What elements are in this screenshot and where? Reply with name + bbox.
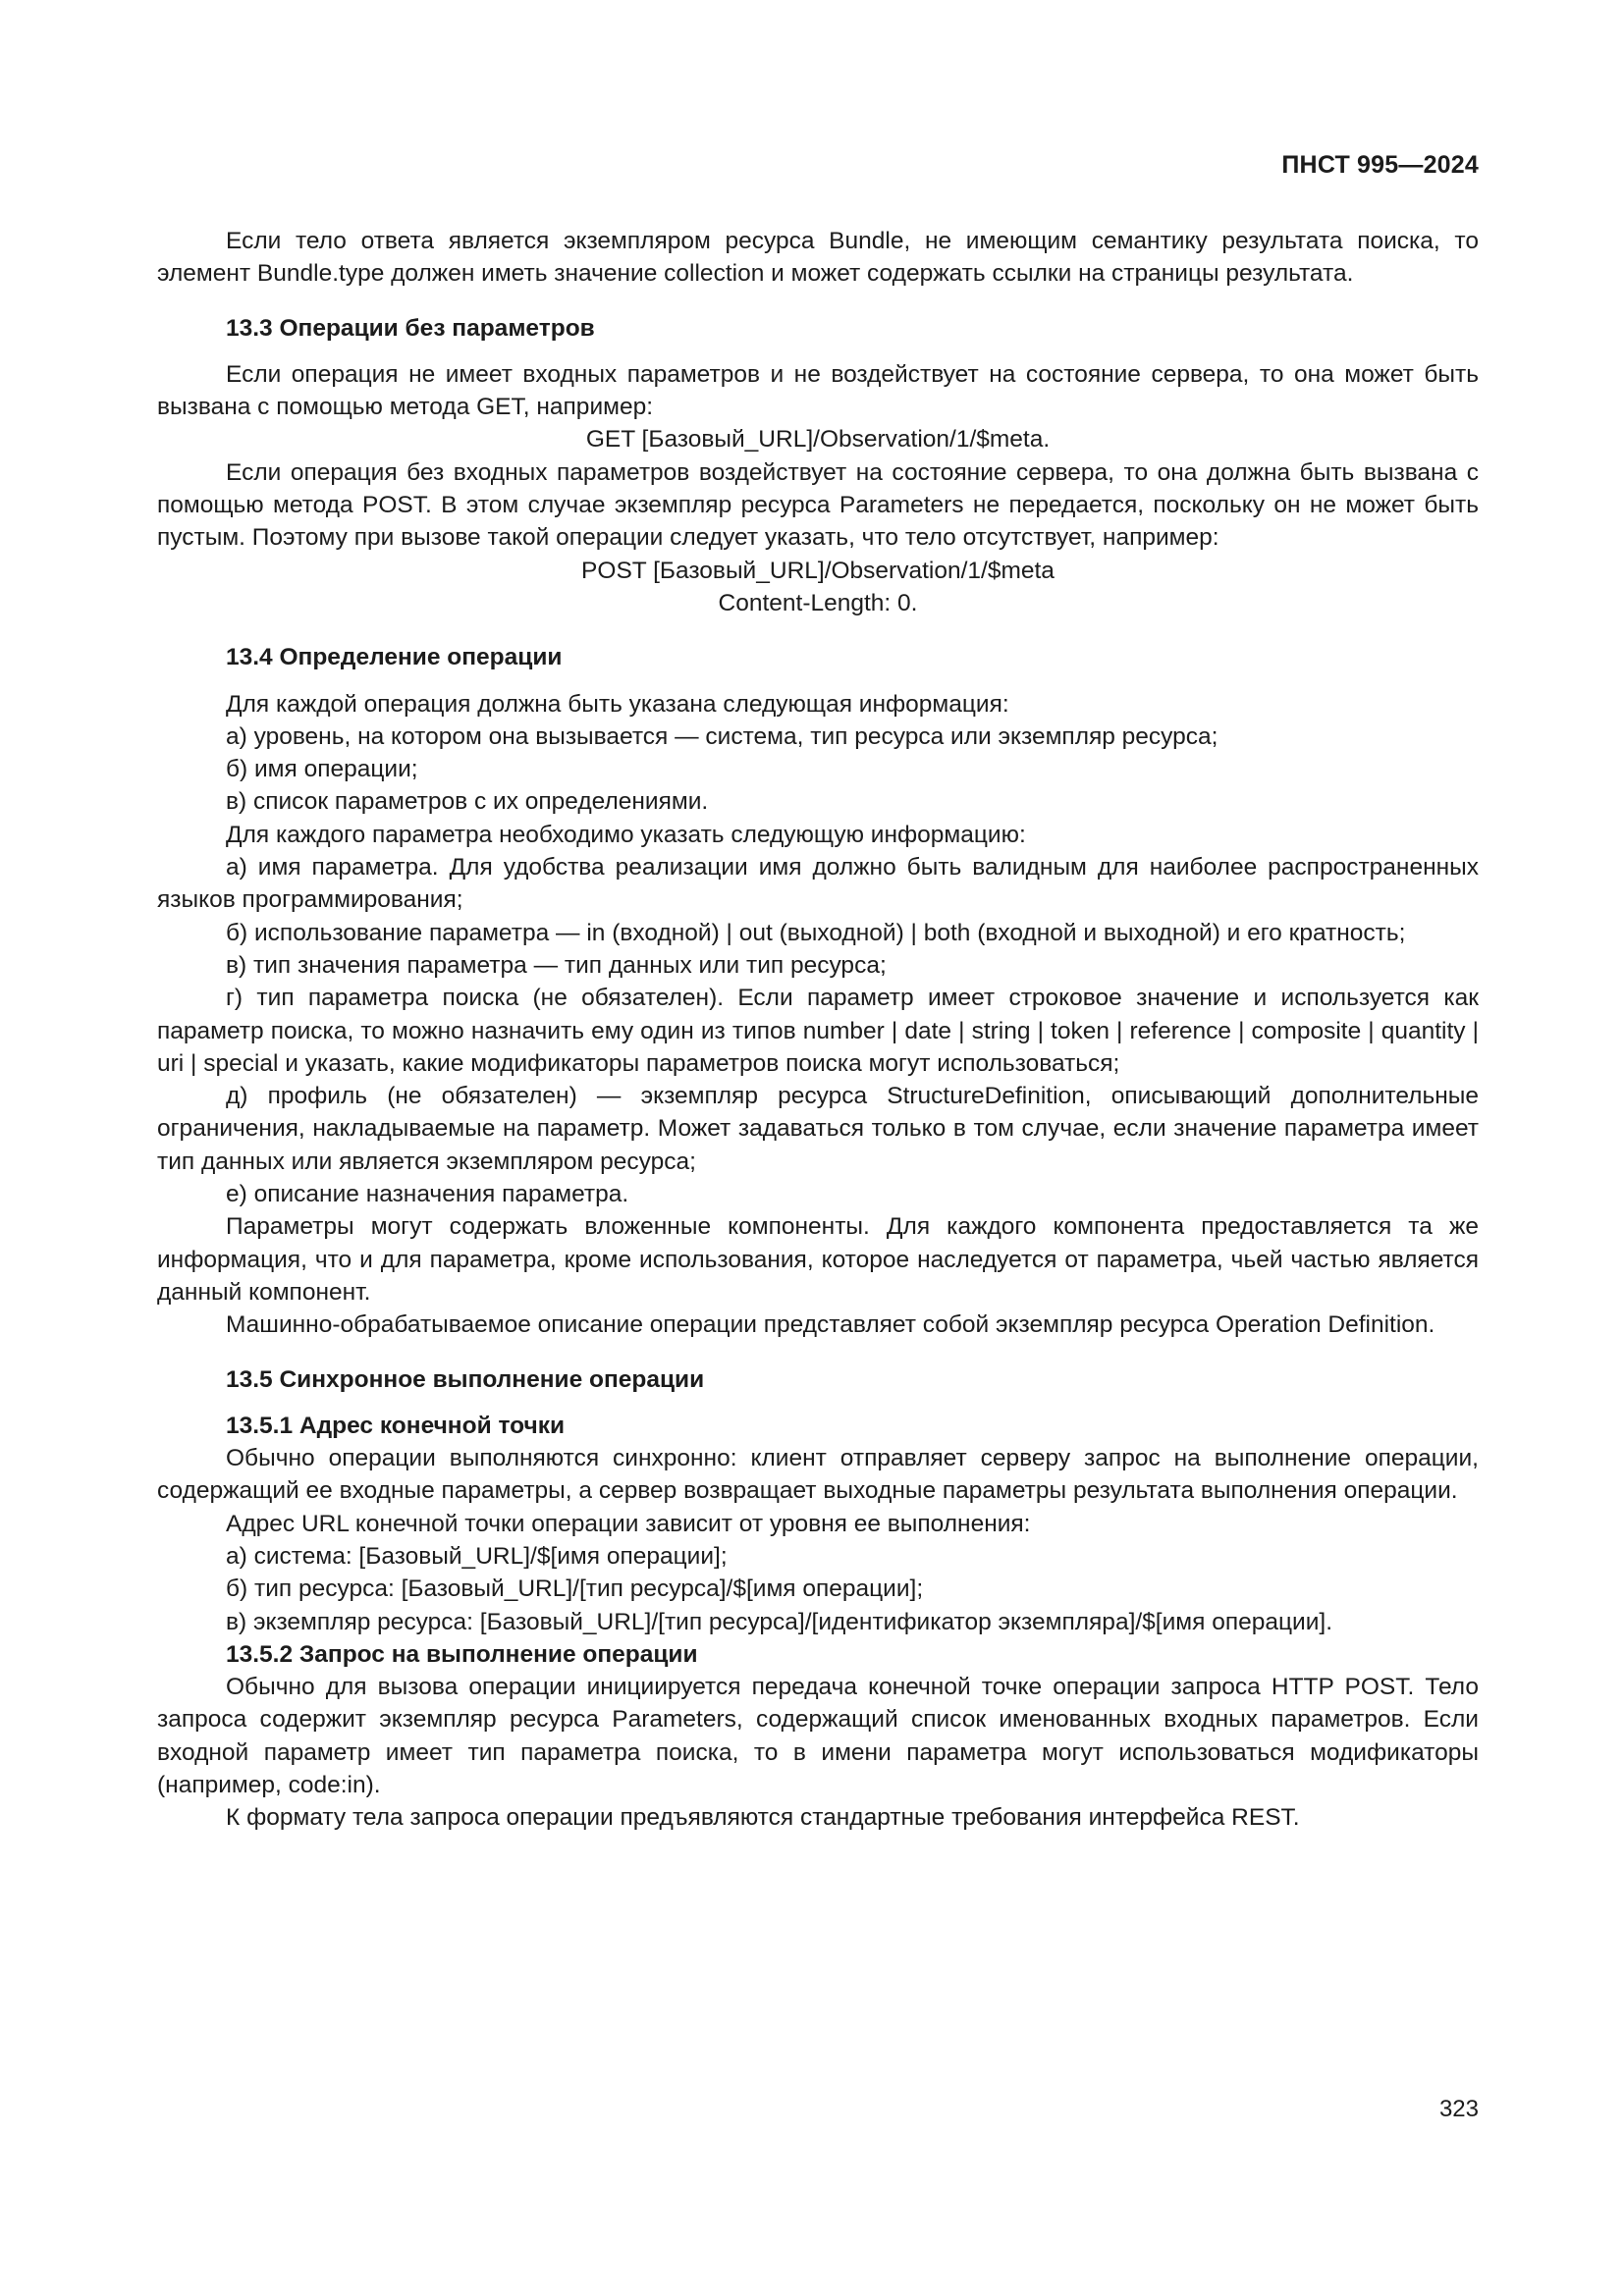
paragraph: б) тип ресурса: [Базовый_URL]/[тип ресурса]/$[имя операции]; <box>226 1575 924 1603</box>
spacer <box>157 291 1479 312</box>
document-body <box>157 225 1479 1835</box>
code-example-line: GET [Базовый_URL]/Observation/1/$meta. <box>585 426 1051 454</box>
paragraph: Если операция без входных параметров воздействует на состояние сервера, то она должна быть вызвана с помощью метода POST. В этом случае экземпляр ресурса Parameters не передается, поскольку он не может быть пустым. Поэтому при вызове такой операции следует указать, что тело отсутствует, например: <box>157 458 1479 552</box>
spacer <box>157 674 1479 688</box>
code-example-line: POST [Базовый_URL]/Observation/1/$meta <box>581 557 1055 584</box>
paragraph: Обычно операции выполняются синхронно: клиент отправляет серверу запрос на выполнение операции, содержащий ее входные параметры, а сервер возвращает выходные параметры результата выполнения операции. <box>157 1445 1479 1505</box>
paragraph: Если операция не имеет входных параметров и не воздействует на состояние сервера, то она может быть вызвана с помощью метода GET, например: <box>157 360 1479 421</box>
paragraph: д) профиль (не обязателен) — экземпляр ресурса StructureDefinition, описывающий дополнительные ограничения, накладываемые на параметр. Может задаваться только в том случае, если значение параметра имеет тип данных или является экземпляром ресурса; <box>157 1083 1479 1175</box>
paragraph: Для каждой операция должна быть указана следующая информация: <box>226 690 1009 718</box>
code-example-line: Content-Length: 0. <box>718 589 918 616</box>
spacer <box>157 1342 1479 1363</box>
spacer <box>157 619 1479 641</box>
paragraph: Обычно для вызова операции инициируется передача конечной точке операции запроса HTTP POST. Тело запроса содержит экземпляр ресурса Parameters, содержащий список именованных входных параметров. Если входной параметр имеет тип параметра поиска, то в имени параметра могут использоваться модификаторы (например, code:in). <box>157 1674 1479 1799</box>
section-heading: 13.3 Операции без параметров <box>226 314 595 342</box>
paragraph: в) тип значения параметра — тип данных или тип ресурса; <box>226 951 887 979</box>
paragraph: а) система: [Базовый_URL]/$[имя операции]; <box>226 1542 728 1570</box>
page-number: 323 <box>1438 2096 1479 2122</box>
paragraph: в) список параметров с их определениями. <box>226 788 709 816</box>
paragraph: г) тип параметра поиска (не обязателен). Если параметр имеет строковое значение и используется как параметр поиска, то можно назначить ему один из типов number | date | string | token | reference | composite | quantity | uri | special и указать, какие модификаторы параметров поиска могут использоваться; <box>157 985 1479 1077</box>
paragraph: а) уровень, на котором она вызывается — система, тип ресурса или экземпляр ресурса; <box>226 722 1218 750</box>
paragraph: Для каждого параметра необходимо указать следующую информацию: <box>226 821 1026 848</box>
section-heading: 13.4 Определение операции <box>226 644 563 671</box>
paragraph: в) экземпляр ресурса: [Базовый_URL]/[тип ресурса]/[идентификатор экземпляра]/$[имя операции]. <box>226 1608 1332 1635</box>
paragraph: б) имя операции; <box>226 756 418 783</box>
document-page <box>157 0 1479 2296</box>
paragraph: Адрес URL конечной точки операции зависит от уровня ее выполнения: <box>226 1510 1031 1537</box>
section-heading: 13.5.1 Адрес конечной точки <box>226 1412 566 1439</box>
standard-code: ПНСТ 995—2024 <box>1281 151 1479 179</box>
spacer <box>157 1396 1479 1410</box>
paragraph: е) описание назначения параметра. <box>226 1181 629 1208</box>
section-heading: 13.5 Синхронное выполнение операции <box>226 1365 705 1393</box>
paragraph: б) использование параметра — in (входной) | out (выходной) | both (входной и выходной) и его кратность; <box>226 919 1406 946</box>
paragraph: Если тело ответа является экземпляром ресурса Bundle, не имеющим семантику результата поиска, то элемент Bundle.type должен иметь значение collection и может содержать ссылки на страницы результата. <box>157 228 1479 288</box>
paragraph: а) имя параметра. Для удобства реализации имя должно быть валидным для наиболее распространенных языков программирования; <box>157 854 1479 914</box>
paragraph: Параметры могут содержать вложенные компоненты. Для каждого компонента предоставляется та же информация, что и для параметра, кроме использования, которое наследуется от параметра, чьей частью является данный компонент. <box>157 1213 1479 1306</box>
paragraph: К формату тела запроса операции предъявляются стандартные требования интерфейса REST. <box>226 1804 1300 1832</box>
paragraph: Машинно-обрабатываемое описание операции представляет собой экземпляр ресурса Operation Definition. <box>226 1311 1435 1339</box>
section-heading: 13.5.2 Запрос на выполнение операции <box>226 1640 698 1668</box>
spacer <box>157 345 1479 358</box>
